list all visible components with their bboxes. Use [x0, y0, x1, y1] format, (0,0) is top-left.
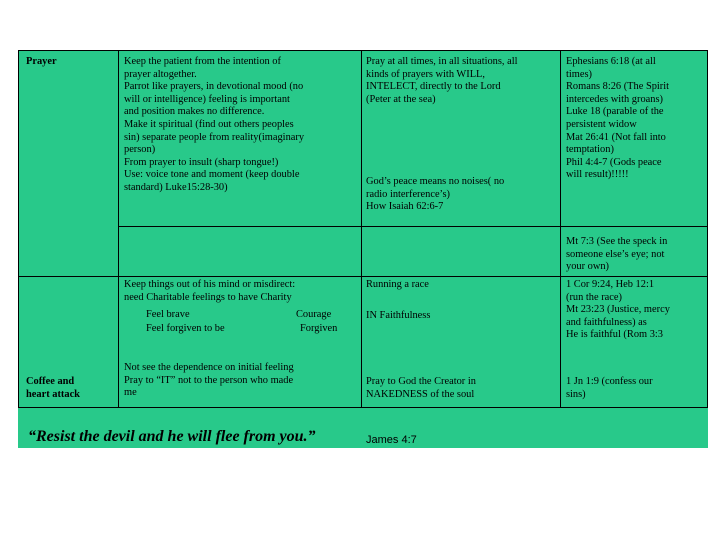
- column-divider: [361, 50, 362, 408]
- column-divider: [118, 50, 119, 408]
- virtue-text: Forgiven: [300, 323, 338, 334]
- attack-text: Not see the dependence on initial feeling Pray to “IT” not to the person who made me: [124, 362, 294, 399]
- topic-prayer: Prayer: [26, 56, 57, 67]
- feeling-text: Feel forgiven to be: [146, 323, 225, 334]
- attack-text: Keep the patient from the intention of prayer altogether. Parrot like prayers, in devotional mood (no will or intelligence) feeling is important and position makes no difference. Make it spiritual (find out others peoples sin) separate people from reality(imaginary person) From prayer to insult (sharp tongue!) Use: voice tone and moment (keep double standard) Luke15:28-30): [124, 56, 305, 193]
- footer-reference: James 4:7: [366, 434, 417, 446]
- row-divider: [118, 226, 707, 227]
- row-divider: [18, 276, 708, 277]
- table-border-bottom: [18, 407, 708, 408]
- attack-text: Keep things out of his mind or misdirect: need Charitable feelings to have Charity: [124, 279, 296, 303]
- footer-quote: “Resist the devil and he will flee from you.”: [28, 428, 316, 445]
- scripture-text: 1 Jn 1:9 (confess our sins): [566, 376, 653, 400]
- teaching-table: [18, 50, 708, 408]
- response-text: Pray at all times, in all situations, all kinds of prayers with WILL, INTELECT, directly to the Lord (Peter at the sea): [366, 56, 518, 105]
- scripture-text: Ephesians 6:18 (at all times) Romans 8:26 (The Spirit intercedes with groans) Luke 18 (parable of the persistent widow Mat 26:41 (Not fall into temptation) Phil 4:4-7 (Gods peace will result)!!!!!: [566, 56, 670, 181]
- virtue-text: Courage: [296, 309, 332, 320]
- slide: [18, 50, 708, 448]
- scripture-text: 1 Cor 9:24, Heb 12:1 (run the race) Mt 23:23 (Justice, mercy and faithfulness) as He is faithful (Rom 3:3: [566, 279, 670, 341]
- response-text: IN Faithfulness: [366, 310, 431, 321]
- scripture-text: Mt 7:3 (See the speck in someone else’s eye; not your own): [566, 236, 668, 273]
- table-border-top: [18, 50, 708, 51]
- feeling-text: Feel brave: [146, 309, 190, 320]
- response-text: God’s peace means no noises( no radio interference’s) How Isaiah 62:6-7: [366, 176, 505, 213]
- table-border-left: [18, 50, 19, 408]
- response-text: Pray to God the Creator in NAKEDNESS of the soul: [366, 376, 476, 400]
- topic-coffee-heart-attack: Coffee and heart attack: [26, 376, 80, 400]
- table-border-right: [707, 50, 708, 408]
- response-text: Running a race: [366, 279, 429, 290]
- column-divider: [560, 50, 561, 408]
